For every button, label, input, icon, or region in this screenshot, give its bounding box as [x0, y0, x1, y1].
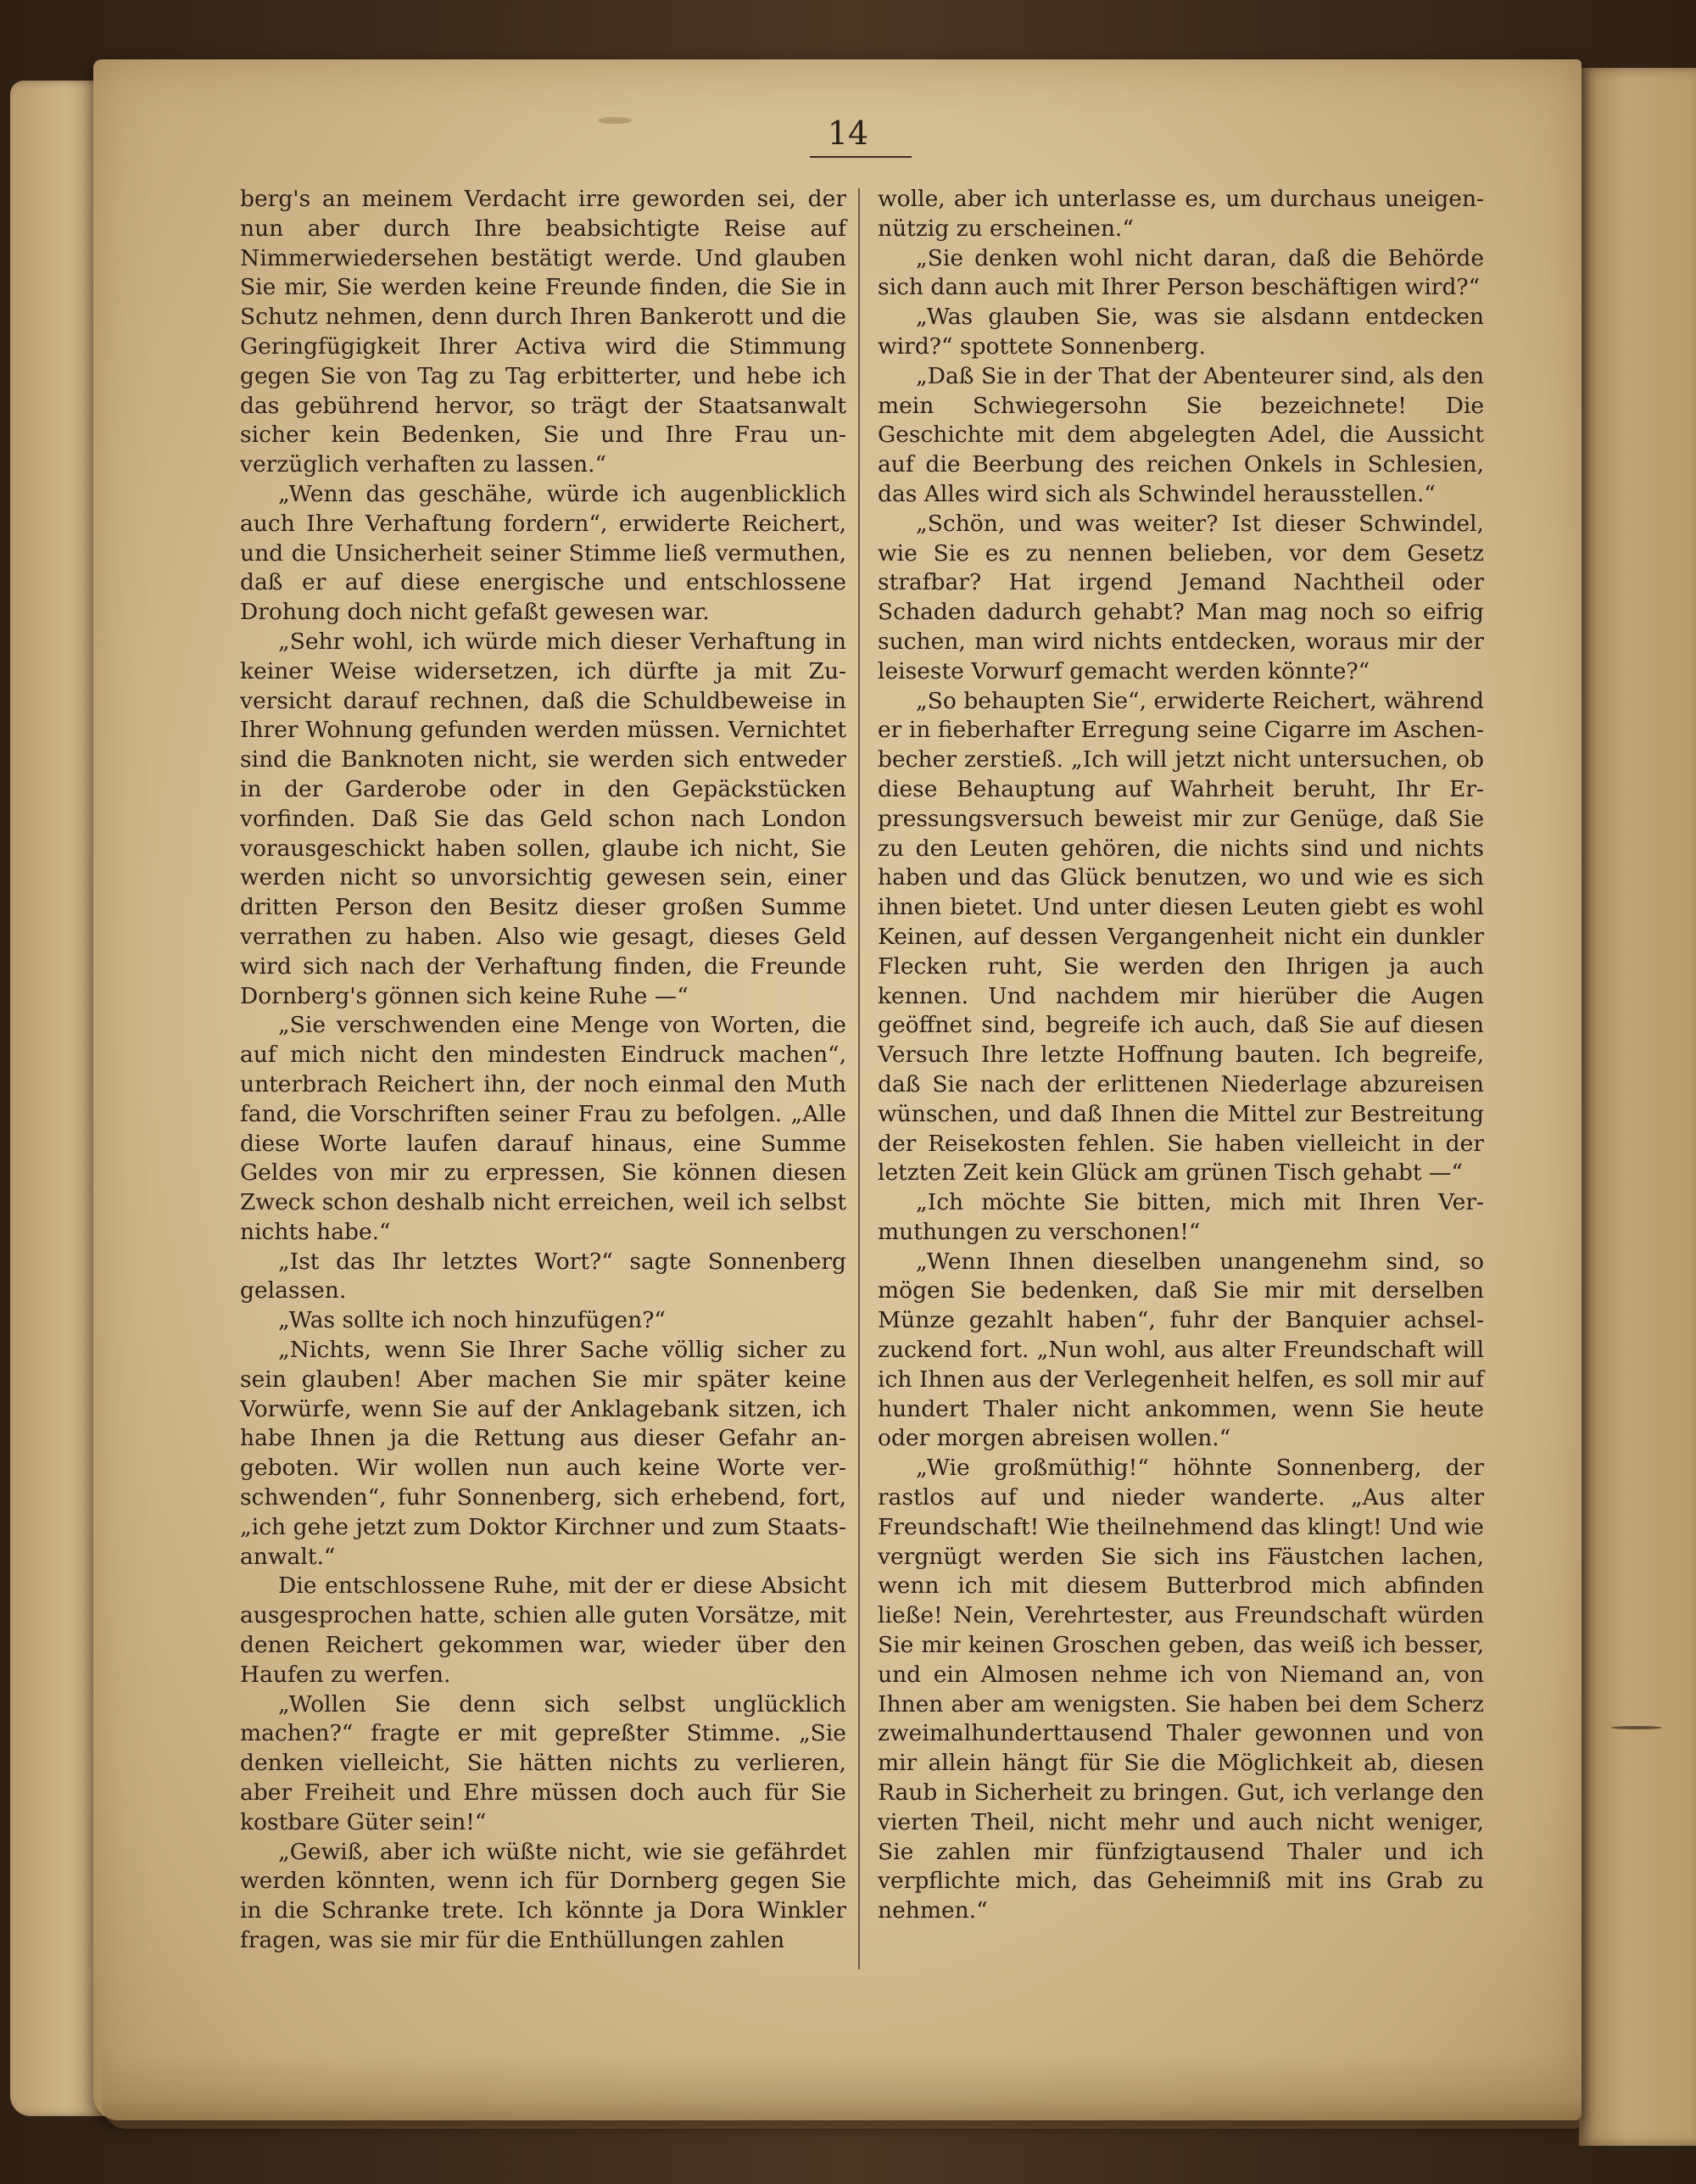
- left-column-paragraph: „Wollen Sie denn sich selbst unglücklich machen?“ fragte er mit gepreßter Stimme. „Sie denken vielleicht, Sie hätten nichts zu verlieren, aber Freiheit und Ehre müssen doch auch für Sie kostbare Güter sein!“: [240, 1690, 846, 1835]
- page-bottom-edge: [102, 2053, 1582, 2129]
- left-column-paragraph: berg's an meinem Verdacht irre geworden sei, der nun aber durch Ihre beabsichtigte Reise auf Nimmerwiedersehen bestätigt werde. Und glauben Sie mir, Sie werden keine Freunde finden, die Sie in Schutz nehmen, denn durch Ihren Bankerott und die Geringfügigkeit Ihrer Activa wird die Stimmung gegen Sie von Tag zu Tag erbitterter, und hebe ich das gebührend hervor, so trägt der Staatsanwalt sicher kein Bedenken, Sie und Ihre Frau unverzüglich verhaften zu lassen.“: [240, 186, 846, 478]
- left-column-paragraph: Die entschlossene Ruhe, mit der er diese Absicht ausgesprochen hatte, schien alle guten Vorsätze, mit denen Reichert gekommen war, wieder über den Haufen zu werfen.: [240, 1572, 846, 1688]
- left-text-column: [240, 185, 846, 1956]
- left-column-paragraph: „Sehr wohl, ich würde mich dieser Verhaftung in keiner Weise widersetzen, ich dürfte ja mit Zuversicht darauf rechnen, daß die Schuldbeweise in Ihrer Wohnung gefunden werden müssen. Vernichtet sind die Banknoten nicht, sie werden sich entweder in der Garderobe oder in den Gepäckstücken vorfinden. Daß Sie das Geld schon nach London vorausgeschickt haben sollen, glaube ich nicht, Sie werden nicht so unvorsichtig gewesen sein, einer dritten Person den Besitz dieser großen Summe verrathen zu haben. Also wie gesagt, dieses Geld wird sich nach der Verhaftung finden, die Freunde Dornberg's gönnen sich keine Ruhe —“: [240, 628, 846, 1009]
- right-column-paragraph: „Wie großmüthig!“ höhnte Sonnenberg, der rastlos auf und nieder wanderte. „Aus alter Freundschaft! Wie theilnehmend das klingt! Und wie vergnügt werden Sie sich ins Fäustchen lachen, wenn ich mit diesem Butterbrod mich abfinden ließe! Nein, Verehrtester, aus Freundschaft würden Sie mir keinen Groschen geben, das weiß ich besser, und ein Almosen nehme ich von Niemand an, von Ihnen aber am wenigsten. Sie haben bei dem Scherz zweimalhunderttausend Thaler gewonnen und von mir allein hängt für Sie die Möglichkeit ab, diesen Raub in Sicherheit zu bringen. Gut, ich verlange den vierten Theil, nicht mehr und auch nicht weniger, Sie zahlen mir fünfzigtausend Thaler und ich verpflichte mich, das Geheimniß mit ins Grab zu nehmen.“: [878, 1455, 1484, 1924]
- right-column-paragraph: „Sie denken wohl nicht daran, daß die Behörde sich dann auch mit Ihrer Person beschäftigen wird?“: [878, 244, 1484, 301]
- right-text-column: [878, 185, 1484, 1926]
- left-column-paragraph: „Wenn das geschähe, würde ich augenblicklich auch Ihre Verhaftung fordern“, erwiderte Reichert, und die Unsicherheit seiner Stimme ließ vermuthen, daß er auf diese energische und entschlossene Drohung doch nicht gefaßt gewesen war.: [240, 480, 846, 626]
- left-column-paragraph: „Ist das Ihr letztes Wort?“ sagte Sonnenberg gelassen.: [240, 1248, 846, 1304]
- next-page-edge: [1579, 68, 1696, 2146]
- page-number: 14: [827, 115, 869, 152]
- right-column-paragraph: „Wenn Ihnen dieselben unangenehm sind, so mögen Sie bedenken, daß Sie mir mit derselben Münze gezahlt haben“, fuhr der Banquier achselzuckend fort. „Nun wohl, aus alter Freundschaft will ich Ihnen aus der Verlegenheit helfen, es soll mir auf hundert Thaler nicht ankommen, wenn Sie heute oder morgen abreisen wollen.“: [878, 1248, 1484, 1452]
- right-column-paragraph: „Was glauben Sie, was sie alsdann entdecken wird?“ spottete Sonnenberg.: [878, 304, 1484, 360]
- left-column-paragraph: „Was sollte ich noch hinzufügen?“: [278, 1307, 666, 1334]
- right-column-paragraph: „Schön, und was weiter? Ist dieser Schwindel, wie Sie es zu nennen belieben, vor dem Gesetz strafbar? Hat irgend Jemand Nachtheil oder Schaden dadurch gehabt? Man mag noch so eifrig suchen, man wird nichts entdecken, woraus mir der leiseste Vorwurf gemacht werden könnte?“: [878, 510, 1484, 684]
- column-divider: [858, 188, 860, 1969]
- paper-smudge: [598, 117, 632, 124]
- left-column-paragraph: „Nichts, wenn Sie Ihrer Sache völlig sicher zu sein glauben! Aber machen Sie mir später keine Vorwürfe, wenn Sie auf der Anklagebank sitzen, ich habe Ihnen ja die Rettung aus dieser Gefahr angeboten. Wir wollen nun auch keine Worte verschwenden“, fuhr Sonnenberg, sich erhebend, fort, „ich gehe jetzt zum Doktor Kirchner und zum Staatsanwalt.“: [240, 1337, 846, 1570]
- right-column-paragraph: wolle, aber ich unterlasse es, um durchaus uneigennützig zu erscheinen.“: [878, 186, 1484, 242]
- right-column-paragraph: „Daß Sie in der That der Abenteurer sind, als den mein Schwiegersohn Sie bezeichnete! Die Geschichte mit dem abgelegten Adel, die Aussicht auf die Beerbung des reichen Onkels in Schlesien, das Alles wird sich als Schwindel herausstellen.“: [878, 362, 1484, 507]
- right-column-paragraph: „Ich möchte Sie bitten, mich mit Ihren Vermuthungen zu verschonen!“: [878, 1189, 1484, 1245]
- page-number-rule: [810, 156, 912, 158]
- left-column-paragraph: „Gewiß, aber ich wüßte nicht, wie sie gefährdet werden könnten, wenn ich für Dornberg gegen Sie in die Schranke trete. Ich könnte ja Dora Winkler fragen, was sie mir für die Enthüllungen zahlen: [240, 1838, 846, 1954]
- paper-mark: [1611, 1726, 1662, 1729]
- left-column-paragraph: „Sie verschwenden eine Menge von Worten, die auf mich nicht den mindesten Eindruck machen“, unterbrach Reichert ihn, der noch einmal den Muth fand, die Vorschriften seiner Frau zu befolgen. „Alle diese Worte laufen darauf hinaus, eine Summe Geldes von mir zu erpressen, Sie können diesen Zweck schon deshalb nicht erreichen, weil ich selbst nichts habe.“: [240, 1012, 846, 1245]
- right-column-paragraph: „So behaupten Sie“, erwiderte Reichert, während er in fieberhafter Erregung seine Cigarre im Aschenbecher zerstieß. „Ich will jetzt nicht untersuchen, ob diese Behauptung auf Wahrheit beruht, Ihr Erpressungsversuch beweist mir zur Genüge, daß Sie zu den Leuten gehören, die nichts sind und nichts haben und das Glück benutzen, wo und wie es sich ihnen bietet. Und unter diesen Leuten giebt es wohl Keinen, auf dessen Vergangenheit nicht ein dunkler Flecken ruht, Sie werden den Ihrigen ja auch kennen. Und nachdem mir hierüber die Augen geöffnet sind, begreife ich auch, daß Sie auf diesen Versuch Ihre letzte Hoffnung bauten. Ich begreife, daß Sie nach der erlittenen Niederlage abzureisen wünschen, und daß Ihnen die Mittel zur Bestreitung der Reisekosten fehlen. Sie haben vielleicht in der letzten Zeit kein Glück am grünen Tisch gehabt —“: [878, 687, 1484, 1187]
